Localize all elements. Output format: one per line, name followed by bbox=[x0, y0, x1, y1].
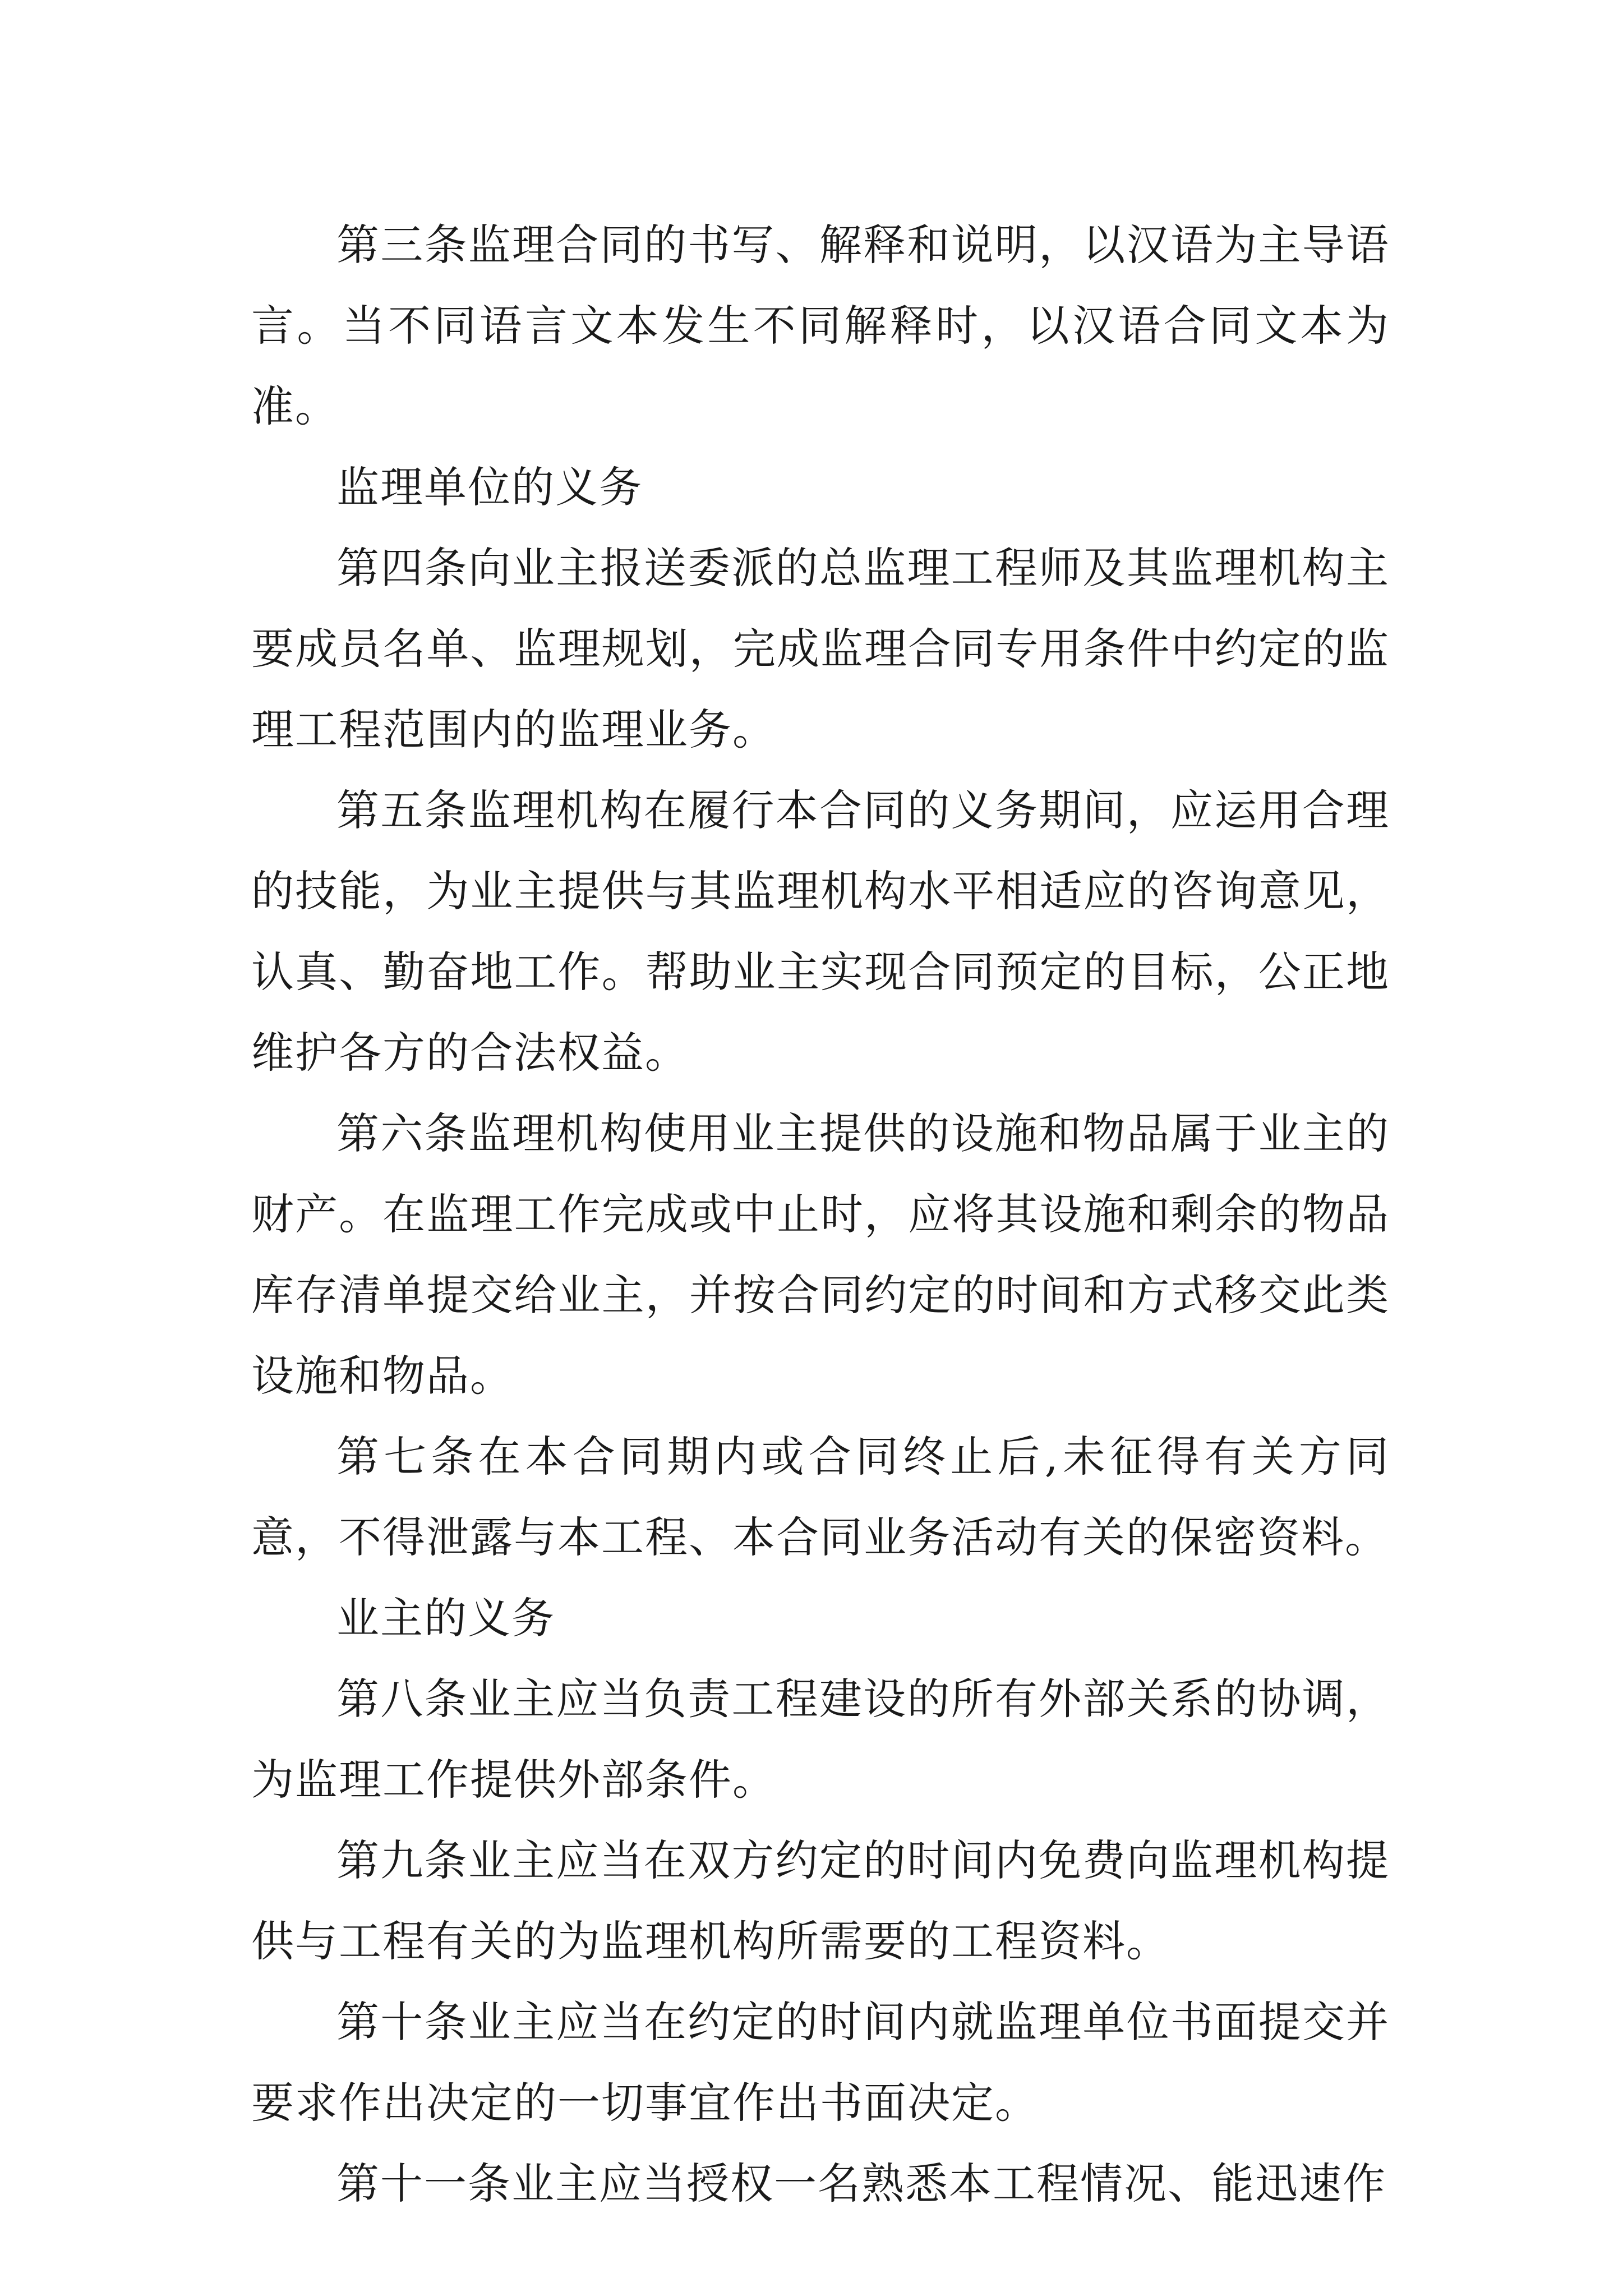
paragraph-article-6: 第六条监理机构使用业主提供的设施和物品属于业主的财产。在监理工作完成或中止时，应将其设施和剩余的物品库存清单提交给业主，并按合同约定的时间和方式移交此类设施和物品。 bbox=[251, 1108, 1390, 1401]
paragraph-article-10: 第十条业主应当在约定的时间内就监理单位书面提交并要求作出决定的一切事宜作出书面决定。 bbox=[251, 1997, 1390, 2128]
paragraph-article-7: 第七条在本合同期内或合同终止后,未征得有关方同意，不得泄露与本工程、本合同业务活动有关的保密资料。 bbox=[251, 1432, 1390, 1562]
paragraph-article-5: 第五条监理机构在履行本合同的义务期间，应运用合理的技能，为业主提供与其监理机构水平相适应的咨询意见，认真、勤奋地工作。帮助业主实现合同预定的目标，公正地维护各方的合法权益。 bbox=[251, 785, 1390, 1078]
section-heading-supervisor-obligations: 监理单位的义务 bbox=[336, 462, 643, 512]
paragraph-article-9: 第九条业主应当在双方约定的时间内免费向监理机构提供与工程有关的为监理机构所需要的工程资料。 bbox=[251, 1835, 1390, 1966]
paragraph-article-3: 第三条监理合同的书写、解释和说明，以汉语为主导语言。当不同语言文本发生不同解释时，以汉语合同文本为准。 bbox=[251, 220, 1390, 431]
section-heading-owner-obligations: 业主的义务 bbox=[336, 1593, 555, 1643]
paragraph-article-11: 第十一条业主应当授权一名熟悉本工程情况、能迅速作 bbox=[336, 2159, 1386, 2208]
paragraph-article-4: 第四条向业主报送委派的总监理工程师及其监理机构主要成员名单、监理规划，完成监理合同专用条件中约定的监理工程范围内的监理业务。 bbox=[251, 543, 1390, 754]
paragraph-article-8: 第八条业主应当负责工程建设的所有外部关系的协调，为监理工作提供外部条件。 bbox=[251, 1674, 1390, 1805]
document-body bbox=[251, 205, 1390, 2224]
